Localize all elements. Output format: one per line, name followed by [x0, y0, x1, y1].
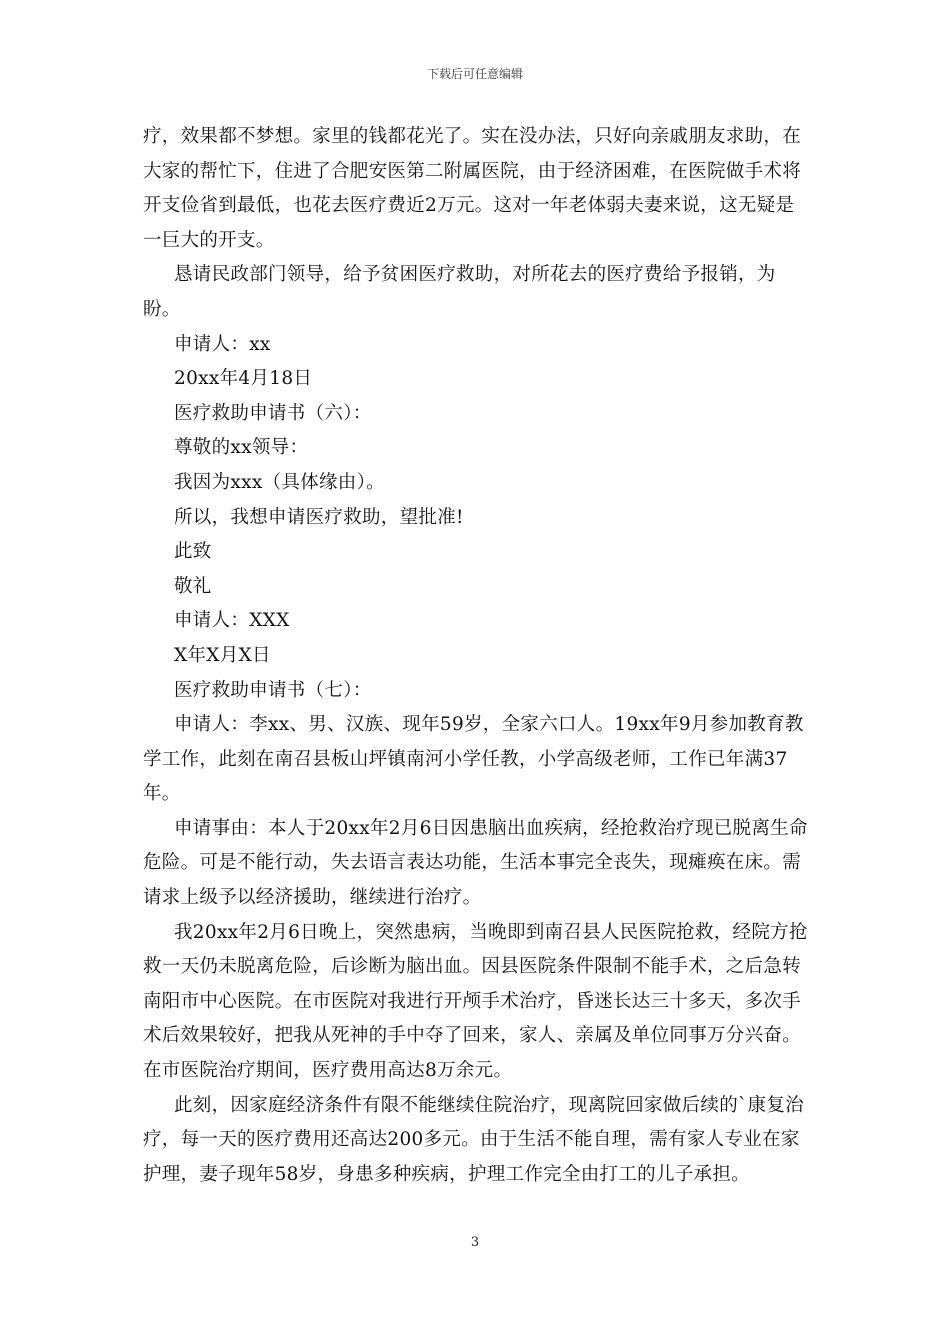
salutation: 尊敬的xx领导：	[174, 437, 309, 459]
date-line: X年X月X日	[174, 644, 271, 666]
paragraph: 申请人：李xx、男、汉族、现年59岁，全家六口人。19xx年9月参加教育教学工作，此刻在南召县板山坪镇南河小学任教，小学高级老师，工作已年满37年。	[143, 714, 804, 805]
paragraph: 此刻，因家庭经济条件有限不能继续住院治疗，现离院回家做后续的`康复治疗，每一天的医疗费用还高达200多元。由于生活不能自理，需有家人专业在家护理，妻子现年58岁，身患多种疾病，护理工作完全由打工的儿子承担。	[143, 1094, 804, 1185]
closing-line: 敬礼	[174, 575, 212, 597]
document-body	[143, 120, 813, 1192]
paragraph: 疗，效果都不梦想。家里的钱都花光了。实在没办法，只好向亲戚朋友求助，在大家的帮忙下，住进了合肥安医第二附属医院，由于经济困难，在医院做手术将开支俭省到最低，也花去医疗费近2万元。这对一年老体弱夫妻来说，这无疑是一巨大的开支。	[143, 126, 802, 251]
section-heading: 医疗救助申请书（七）：	[174, 679, 372, 701]
applicant-line: 申请人：xx	[174, 333, 271, 355]
paragraph: 所以，我想申请医疗救助，望批准!	[174, 506, 464, 528]
paragraph: 我20xx年2月6日晚上，突然患病，当晚即到南召县人民医院抢救，经院方抢救一天仍未脱离危险，后诊断为脑出血。因县医院条件限制不能手术，之后急转南阳市中心医院。在市医院对我进行开颅手术治疗，昏迷长达三十多天，多次手术后效果较好，把我从死神的手中夺了回来，家人、亲属及单位同事万分兴奋。在市医院治疗期间，医疗费用高达8万余元。	[143, 921, 808, 1082]
paragraph: 我因为xxx（具体缘由）。	[174, 471, 385, 493]
paragraph: 申请事由：本人于20xx年2月6日因患脑出血疾病，经抢救治疗现已脱离生命危险。可是不能行动，失去语言表达功能，生活本事完全丧失，现瘫痪在床。需请求上级予以经济援助，继续进行治疗。	[143, 817, 808, 909]
page-header: 下载后可任意编辑	[426, 67, 523, 81]
page-number: 3	[470, 1235, 480, 1250]
section-heading: 医疗救助申请书（六）：	[174, 402, 372, 424]
closing-line: 此致	[174, 541, 212, 563]
applicant-line: 申请人：XXX	[174, 610, 290, 632]
date-line: 20xx年4月18日	[174, 368, 313, 390]
paragraph: 恳请民政部门领导，给予贫困医疗救助，对所花去的医疗费给予报销，为盼。	[143, 264, 776, 320]
